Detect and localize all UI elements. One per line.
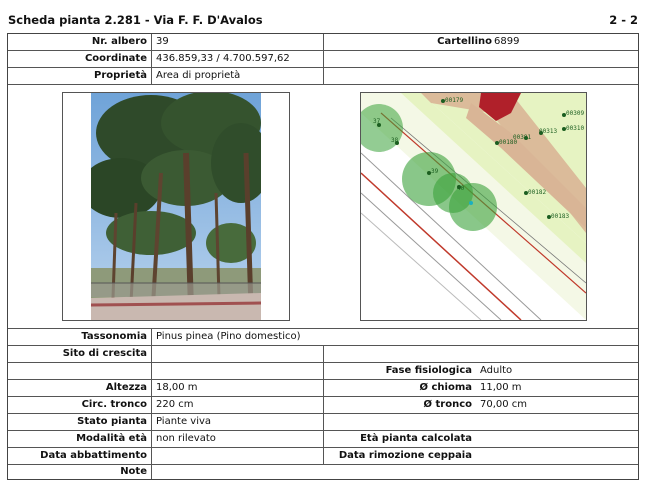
row-tassonomia [8,329,638,346]
tree-photo [62,92,290,321]
rimozione-value [476,448,636,464]
row-fase [8,363,638,380]
cartellino-value: 6899 [494,36,520,47]
map-label: 40 [457,185,465,192]
map-label: 00182 [528,189,547,196]
stato-value: Piante viva [152,414,324,430]
map-label: 00381 [513,134,532,141]
cartellino-label: Cartellino [437,36,492,47]
row-modalita [8,431,638,448]
row-sito [8,346,638,363]
modalita-value: non rilevato [152,431,324,447]
coordinate-label: Coordinate [8,51,152,67]
nr-albero-label: Nr. albero [8,34,152,50]
modalita-label: Modalità età [8,431,152,447]
coordinate-value: 436.859,33 / 4.700.597,62 [152,51,324,67]
map-label: 00179 [445,97,464,104]
sito-label: Sito di crescita [8,346,152,362]
page-indicator: 2 - 2 [609,13,638,27]
sito-value [152,346,324,362]
rimozione-label: Data rimozione ceppaia [338,450,472,461]
map-label: 37 [373,118,381,125]
row-nr-albero [8,34,638,51]
row-note [8,465,638,479]
row-stato [8,414,638,431]
note-value [152,465,632,479]
circ-value: 220 cm [152,397,324,413]
nr-albero-value: 39 [152,34,324,50]
row-proprieta [8,68,638,85]
map-label: 00310 [566,125,585,132]
tronco-label: Ø tronco [423,399,472,410]
row-altezza [8,380,638,397]
chioma-value: 11,00 m [480,382,522,393]
map-label: 00313 [539,128,558,135]
note-label: Note [8,465,152,479]
map-label: 39 [431,168,439,175]
altezza-value: 18,00 m [152,380,324,396]
row-abbattimento [8,448,638,465]
row-circ [8,397,638,414]
abbattimento-value [152,448,324,464]
sheet-title: Scheda pianta 2.281 - Via F. F. D'Avalos [8,13,263,27]
tassonomia-value: Pinus pinea (Pino domestico) [156,331,301,342]
abbattimento-label: Data abbattimento [8,448,152,464]
map-label: 38 [391,137,399,144]
row-coordinate [8,51,638,68]
eta-calc-label: Età pianta calcolata [360,433,472,444]
map-label: 00309 [566,110,585,117]
proprieta-label: Proprietà [8,68,152,84]
tree-sheet [7,33,639,480]
proprieta-value: Area di proprietà [152,68,324,84]
location-map [360,92,587,321]
map-label: 00183 [551,213,570,220]
circ-label: Circ. tronco [8,397,152,413]
fase-value: Adulto [480,365,513,376]
altezza-label: Altezza [8,380,152,396]
tassonomia-label: Tassonomia [8,329,152,345]
map-label: 00180 [499,139,518,146]
tronco-value: 70,00 cm [480,399,528,410]
fase-label: Fase fisiologica [385,365,472,376]
chioma-label: Ø chioma [419,382,472,393]
stato-label: Stato pianta [8,414,152,430]
eta-calc-value [476,431,636,447]
